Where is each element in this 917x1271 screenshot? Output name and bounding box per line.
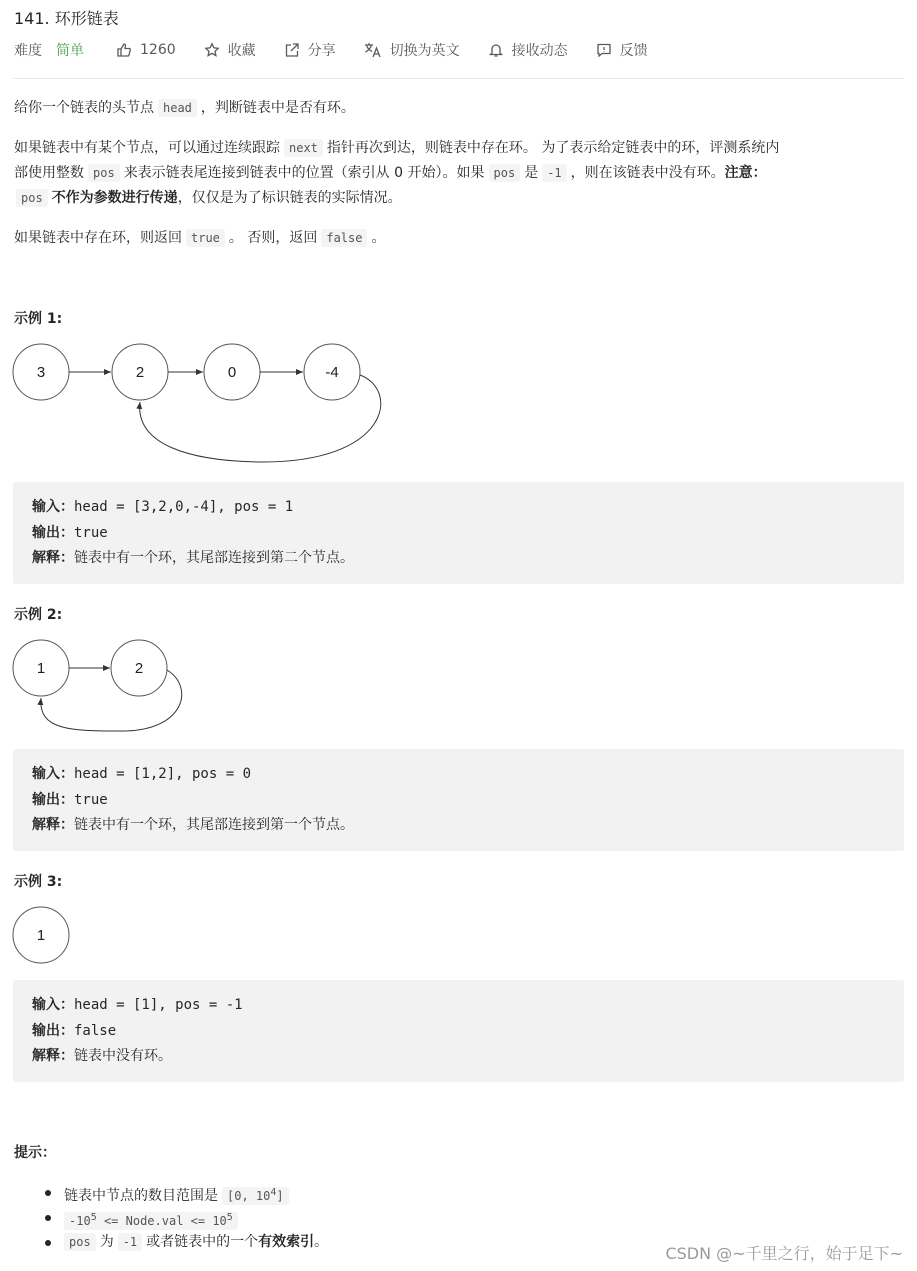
example-output: 输出：true bbox=[32, 792, 108, 808]
hint-item bbox=[14, 1205, 328, 1230]
example-3-box bbox=[13, 980, 904, 1082]
node-value: 2 bbox=[135, 364, 145, 381]
favorite-label: 收藏 bbox=[227, 43, 256, 59]
list-node bbox=[204, 344, 260, 400]
share-label: 分享 bbox=[307, 43, 336, 59]
code-pos: pos bbox=[88, 164, 120, 182]
code-false: false bbox=[321, 229, 367, 247]
description-paragraph-1: 给你一个链表的头节点 head ，判断链表中是否有环。 bbox=[14, 100, 355, 116]
node-value: 1 bbox=[36, 660, 46, 677]
thumbs-up-icon bbox=[116, 42, 132, 58]
list-node bbox=[13, 640, 69, 696]
example-output: 输出：false bbox=[32, 1023, 117, 1039]
example-input: 输入：head = [1,2], pos = 0 bbox=[32, 766, 252, 782]
list-node bbox=[13, 344, 69, 400]
code-value-range: $-10^5$ <= Node.val <= $10^5$ bbox=[64, 1212, 238, 1230]
feedback-label: 反馈 bbox=[619, 43, 648, 59]
translate-icon bbox=[364, 42, 382, 58]
code-pos: pos bbox=[64, 1233, 96, 1251]
favorite-button[interactable] bbox=[204, 40, 256, 60]
node-value: 0 bbox=[227, 364, 237, 381]
hints-list bbox=[14, 1180, 328, 1255]
example-2-diagram bbox=[0, 632, 200, 737]
star-icon bbox=[204, 42, 220, 58]
notify-label: 接收动态 bbox=[511, 43, 568, 59]
feedback-button[interactable] bbox=[596, 40, 648, 60]
code-pos: pos bbox=[489, 164, 521, 182]
example-2-box bbox=[13, 749, 904, 851]
list-node bbox=[13, 907, 69, 963]
hint-item: pos 为 -1 或者链表中的一个有效索引。 bbox=[14, 1230, 328, 1255]
node-value: 2 bbox=[134, 660, 144, 677]
switch-language-label: 切换为英文 bbox=[389, 43, 460, 59]
like-count: 1260 bbox=[140, 42, 176, 58]
difficulty-badge: 简单 bbox=[56, 43, 84, 59]
node-value: 1 bbox=[36, 927, 46, 944]
difficulty bbox=[14, 40, 84, 60]
example-explanation: 解释：链表中有一个环，其尾部连接到第一个节点。 bbox=[32, 817, 354, 833]
code-head: head bbox=[158, 99, 197, 117]
code-minus-one: -1 bbox=[542, 164, 566, 182]
header-divider bbox=[13, 78, 904, 79]
code-next: next bbox=[284, 139, 323, 157]
notify-button[interactable] bbox=[488, 40, 568, 60]
list-node bbox=[111, 640, 167, 696]
list-node bbox=[304, 344, 360, 400]
node-value: 3 bbox=[36, 364, 46, 381]
example-input: 输入：head = [1], pos = -1 bbox=[32, 997, 243, 1013]
share-button[interactable] bbox=[284, 40, 336, 60]
watermark: CSDN @~千里之行，始于足下~ bbox=[665, 1244, 903, 1263]
code-pos: pos bbox=[16, 189, 48, 207]
example-1-box bbox=[13, 482, 904, 584]
bell-icon bbox=[488, 42, 504, 58]
problem-title: 141. 环形链表 bbox=[14, 9, 119, 28]
description-paragraph-3: 如果链表中存在环，则返回 true 。 否则，返回 false 。 bbox=[14, 230, 386, 246]
node-value: -4 bbox=[325, 364, 339, 381]
code-minus-one: -1 bbox=[118, 1233, 142, 1251]
hints-heading: 提示： bbox=[14, 1145, 56, 1161]
code-range: [0, $10^4$] bbox=[222, 1187, 289, 1205]
description-paragraph-2: 如果链表中有某个节点，可以通过连续跟踪 next 指针再次到达，则链表中存在环。 为了表示给定链表中的环，评测系统内 部使用整数 pos 来表示链表尾连接到链表中的位置（索引从 0 开始）。如果 pos 是 -1 ，则在该链表中没有环。注意： pos 不作为参数进行传递，仅仅是为了标识链表的实际情况。 bbox=[14, 140, 780, 206]
hint-item: 链表中节点的数目范围是 [0, $10^4$] bbox=[14, 1180, 328, 1205]
example-3-heading: 示例 3: bbox=[14, 874, 63, 890]
problem-toolbar bbox=[14, 40, 676, 60]
list-node bbox=[112, 344, 168, 400]
example-2-heading: 示例 2: bbox=[14, 607, 63, 623]
example-explanation: 解释：链表中没有环。 bbox=[32, 1048, 172, 1064]
example-1-heading: 示例 1: bbox=[14, 311, 63, 327]
feedback-icon bbox=[596, 42, 612, 58]
example-input: 输入：head = [3,2,0,-4], pos = 1 bbox=[32, 499, 294, 515]
share-icon bbox=[284, 42, 300, 58]
example-1-diagram bbox=[0, 335, 400, 470]
note-label: 注意： bbox=[724, 165, 767, 181]
example-explanation: 解释：链表中有一个环，其尾部连接到第二个节点。 bbox=[32, 550, 354, 566]
like-button[interactable] bbox=[116, 42, 176, 58]
example-3-diagram bbox=[0, 902, 80, 970]
switch-language-button[interactable] bbox=[364, 40, 460, 60]
difficulty-label: 难度 bbox=[14, 43, 42, 59]
example-output: 输出：true bbox=[32, 525, 108, 541]
code-true: true bbox=[186, 229, 225, 247]
